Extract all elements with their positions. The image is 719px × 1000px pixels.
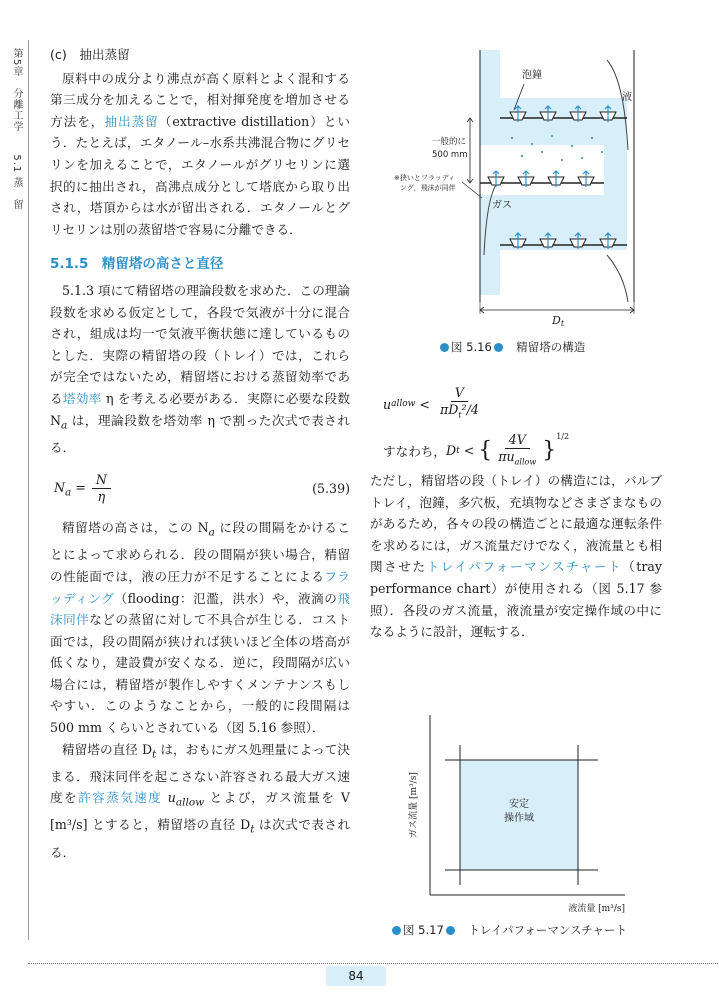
paragraph-tray-efficiency: 5.1.3 項にて精留塔の理論段数を求めた．この理論段数を求める仮定として，各段で気液が十分に混合され，組成は均一で気液平衡状態に達しているものとした．実際の精留塔の段（トレイ）では，これらが完全ではないため，精留塔における蒸留効率である塔効率 η を考える必要がある．実際に必要な段数 $N_a$ は，理論段数を塔効率 η で割った次式で表される． bbox=[50, 282, 351, 455]
downcomer-top bbox=[480, 50, 500, 98]
section-heading-5-1-5: 5.1.5 精留塔の高さと直径 bbox=[50, 256, 224, 273]
label-gas: ガス bbox=[492, 200, 512, 211]
page-number: 84 bbox=[326, 966, 386, 986]
label-dt: Dt bbox=[552, 314, 565, 328]
downcomer-right bbox=[604, 145, 627, 195]
region-label-1: 安定 bbox=[509, 799, 529, 810]
equation-number: (5.39) bbox=[312, 480, 350, 496]
figure-5-17-caption: 図 5.17 トレイパフォーマンスチャート bbox=[390, 922, 627, 938]
chapter-side-tab: 第5章 分離工学 5.1 蒸 留 bbox=[11, 48, 22, 211]
note-leader bbox=[462, 182, 482, 198]
keyword-entrainment: 飛沫同伴 bbox=[50, 590, 350, 628]
figure-5-17-tray-chart bbox=[400, 705, 640, 915]
paragraph-tower-height: 精留塔の高さは，この $N_a$ に段の間隔をかけることによって求められる．段の間隔が狭い場合，精留の性能面では，液の圧力が不足することによるフラッディング（flooding：氾濫，洪水）や，液滴の飛沫同伴などの蒸留に対して不具合が生じる．コスト面では，段の間隔が狭ければ狭いほど全体の塔高が低くなり，建設費が安くなる．逆に，段間隔が広い場合には，精留塔が製作しやすくメンテナンスもしやすい．このようなことから，一般的に段間隔は 500 mm くらいとされている（図 5.16 参照）． bbox=[50, 520, 351, 736]
label-spacing-2: 500 mm bbox=[432, 150, 468, 160]
liquid-curve-right-2 bbox=[607, 255, 628, 302]
keyword-tray-performance-chart: トレイパフォーマンスチャート bbox=[426, 559, 623, 575]
x-axis-label: 液流量 [m³/s] bbox=[568, 904, 625, 914]
label-note-2: ング，飛沫が同伴 bbox=[400, 184, 456, 192]
right-column-paragraph: ただし，精留塔の段（トレイ）の構造には，バルブトレイ，泡鐘，多穴板，充填物などさまざまなものがあるため，各々の段の構造ごとに最適な運転条件を求めるには，ガス流量だけでなく，液流量とも相関させたトレイパフォーマンスチャート（tray performance chart）が使用される（図 5.17 参照）．各段のガス流量，液流量が安定操作域の中になるように設計，運転する． bbox=[370, 473, 662, 640]
keyword-tower-efficiency: 塔効率 bbox=[62, 390, 102, 406]
label-bubble-cap: 泡鐘 bbox=[522, 70, 542, 81]
side-divider bbox=[28, 40, 29, 940]
label-note-1: ※狭いとフラッディ bbox=[394, 174, 456, 182]
keyword-flooding: フラッディング bbox=[50, 568, 351, 606]
equation-5-39: $N_a$ = $\frac{N}{\eta}$ (5.39) bbox=[54, 472, 350, 505]
label-spacing-1: 一般的に bbox=[432, 137, 467, 147]
label-liquid: 液 bbox=[622, 92, 632, 103]
keyword-allowable-vapor-velocity: 許容蒸気速度 bbox=[78, 790, 163, 806]
liquid-region-top bbox=[480, 98, 627, 145]
y-axis-label: ガス流量 [m³/s] bbox=[409, 772, 419, 838]
subsection-heading-c: (c) 抽出蒸留 bbox=[50, 47, 130, 62]
paragraph-tower-diameter: 精留塔の直径 $D_t$ は，おもにガス処理量によって決まる．飛沫同伴を起こさない許容される最大ガス速度を許容蒸気速度 $u_{allow}$ とよび，ガス流量を V [m³/s] とすると，精留塔の直径 $D_t$ は次式で表される． bbox=[50, 741, 350, 860]
downcomer-left bbox=[480, 250, 500, 295]
footer-divider bbox=[28, 963, 718, 964]
bubble-caps-tray-2 bbox=[488, 177, 594, 185]
left-column bbox=[50, 44, 350, 863]
figure-5-16-caption: 図 5.16 精留塔の構造 bbox=[438, 339, 585, 355]
diameter-equations: u allow < $\frac{V}{\pi D_t^2/4}$ すなわち， D t < { $\frac{4V}{\pi u_{allow}}$ } $^{1/2}$ bbox=[383, 385, 570, 467]
paragraph-extractive-distillation: 原料中の成分より沸点が高く原料とよく混和する第三成分を加えることで，相対揮発度を増加させる方法を，抽出蒸留（extractive distillation）という．たとえば，エタノール–水系共沸混合物にグリセリンを加えることで，エタノールがグリセリンに選択的に抽出され，高沸点成分として塔底から取り出され，塔頂からは水が留出される．エタノールとグリセリンは別の蒸留塔で容易に分離できる． bbox=[50, 70, 351, 237]
figure-5-16-tower-diagram bbox=[392, 40, 662, 340]
region-label-2: 操作域 bbox=[504, 813, 534, 824]
keyword-extractive-distillation: 抽出蒸留 bbox=[104, 113, 159, 129]
